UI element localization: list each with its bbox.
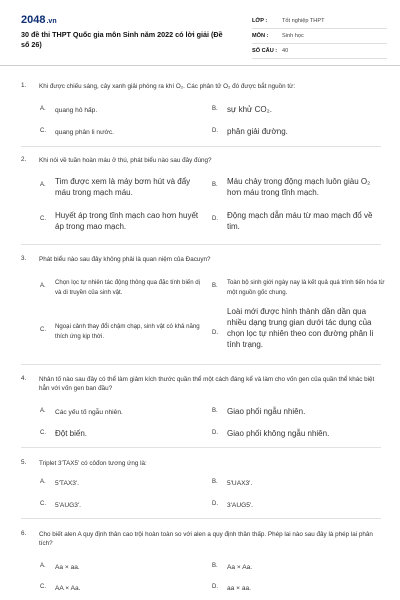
option-label: B. xyxy=(212,479,218,485)
meta-value: Sinh học xyxy=(282,33,304,39)
question-text: Nhân tố nào sau đây có thể làm giảm kích thước quần thể một cách đáng kể và làm cho vốn gen của quần thể khác biệt hẳn với vốn gen ban đầu? xyxy=(39,376,375,392)
option-text: quang phân li nước. xyxy=(55,129,114,136)
option-text: Máu chảy trong động mạch luôn giàu O₂ hơn máu trong tĩnh mạch. xyxy=(227,177,371,197)
option-label: C. xyxy=(40,501,46,507)
question-text: Triplet 3'TAX5' có côđon tương ứng là: xyxy=(39,460,147,467)
question-number: 6. xyxy=(21,530,27,537)
option-label: A. xyxy=(40,563,46,569)
option-label: D. xyxy=(212,216,218,222)
logo-suffix: .vn xyxy=(46,18,57,25)
option-text: 5'AUG3'. xyxy=(55,502,81,509)
option-text: Giao phối không ngẫu nhiên. xyxy=(227,429,330,438)
option-text: Đột biến. xyxy=(55,429,88,438)
question-number: 2. xyxy=(21,156,27,163)
option-label: D. xyxy=(212,430,218,436)
meta-row-class xyxy=(252,14,387,29)
option-text: sự khử CO₂. xyxy=(227,105,272,114)
question-text: Khi được chiếu sáng, cây xanh giải phóng ra khí O₂. Các phân tử O₂ đó được bắt nguồn từ: xyxy=(39,83,296,90)
option-text: quang hô hấp. xyxy=(55,107,98,114)
option-text: phân giải đường. xyxy=(227,127,288,136)
option-text: Động mạch dẫn máu từ mao mạch đổ về tim. xyxy=(227,211,373,231)
meta-row-count xyxy=(252,44,387,59)
option-label: C. xyxy=(40,430,46,436)
question-number: 5. xyxy=(21,459,27,466)
divider xyxy=(21,244,381,245)
option-label: A. xyxy=(40,408,46,414)
option-label: A. xyxy=(40,106,46,112)
document-meta xyxy=(252,14,387,59)
logo-text: 2048 xyxy=(21,14,46,26)
option-label: C. xyxy=(40,128,46,134)
option-label: D. xyxy=(212,501,218,507)
question-text: Khi nói về tuần hoàn máu ở thú, phát biểu nào sau đây đúng? xyxy=(39,157,212,164)
option-label: C. xyxy=(40,327,46,333)
option-text: 5'UAX3'. xyxy=(227,480,253,487)
option-label: C. xyxy=(40,216,46,222)
document-header xyxy=(0,0,400,66)
option-text: AA × Aa. xyxy=(55,585,81,592)
option-label: B. xyxy=(212,408,218,414)
site-logo[interactable] xyxy=(21,14,57,26)
question-number: 4. xyxy=(21,375,27,382)
document-title: 30 đề thi THPT Quốc gia môn Sinh năm 2022 có lời giải (Đề số 26) xyxy=(21,30,223,49)
meta-key: LỚP : xyxy=(252,18,268,24)
option-text: Các yếu tố ngẫu nhiên. xyxy=(55,409,123,416)
divider xyxy=(21,447,381,448)
option-label: C. xyxy=(40,584,46,590)
option-text: Loài mới được hình thành dần dần qua nhiều dạng trung gian dưới tác dụng của chọn lọc tự nhiên theo con đường phân li tính trạng. xyxy=(227,307,374,349)
meta-value: Tốt nghiệp THPT xyxy=(282,18,325,24)
option-label: D. xyxy=(212,128,218,134)
option-label: D. xyxy=(212,584,218,590)
option-text: Aa × aa. xyxy=(55,564,80,571)
question-text: Cho biết alen A quy định thân cao trội hoàn toàn so với alen a quy định thân thấp. Phép lai nào sau đây là phép lai phân tích? xyxy=(39,531,373,547)
meta-key: SỐ CÂU : xyxy=(252,48,278,54)
option-text: Toàn bộ sinh giới ngày nay là kết quả quá trình tiến hóa từ một nguồn gốc chung. xyxy=(227,279,385,296)
option-label: B. xyxy=(212,563,218,569)
option-label: B. xyxy=(212,283,218,289)
option-label: B. xyxy=(212,106,218,112)
meta-row-subject xyxy=(252,29,387,44)
option-label: D. xyxy=(212,330,218,336)
question-text: Phát biểu nào sau đây không phải là quan niệm của Đacuyn? xyxy=(39,256,211,263)
meta-value: 40 xyxy=(282,48,289,54)
option-text: Giao phối ngẫu nhiên. xyxy=(227,407,306,416)
option-text: Aa × Aa. xyxy=(227,564,253,571)
divider xyxy=(21,364,381,365)
divider xyxy=(21,518,381,519)
option-text: aa × aa. xyxy=(227,585,252,592)
meta-key: MÔN : xyxy=(252,33,269,39)
option-text: Ngoại cảnh thay đổi chậm chạp, sinh vật có khả năng thích ứng kịp thời. xyxy=(55,323,200,340)
option-label: A. xyxy=(40,479,46,485)
option-label: A. xyxy=(40,182,46,188)
question-number: 1. xyxy=(21,82,27,89)
option-text: 5'TAX3'. xyxy=(55,480,80,487)
option-label: B. xyxy=(212,182,218,188)
option-label: A. xyxy=(40,283,46,289)
option-text: Chọn lọc tự nhiên tác động thông qua đặc tính biến dị và di truyền của sinh vật. xyxy=(55,279,201,296)
divider xyxy=(21,146,381,147)
option-text: 3'AUG5'. xyxy=(227,502,253,509)
option-text: Huyết áp trong tĩnh mạch cao hơn huyết áp trong mao mạch. xyxy=(55,211,199,231)
question-number: 3. xyxy=(21,255,27,262)
option-text: Tim được xem là máy bơm hút và đẩy máu trong mạch máu. xyxy=(55,177,191,197)
